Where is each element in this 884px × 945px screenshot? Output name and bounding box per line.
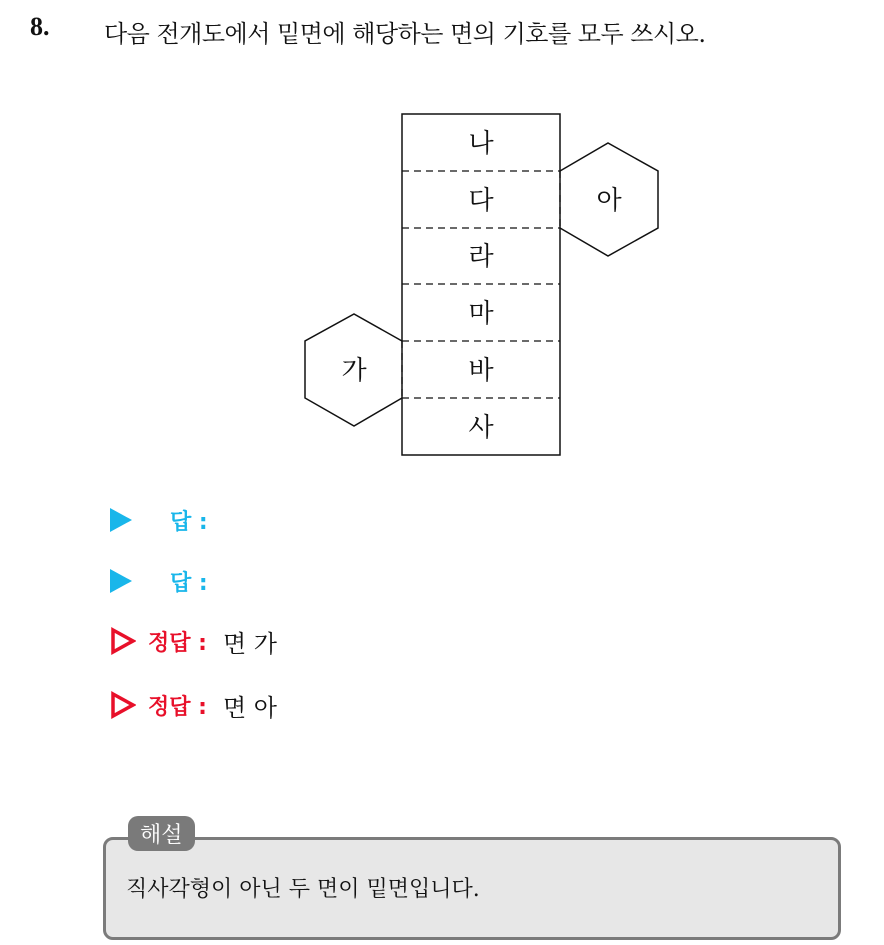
face-label: 라 bbox=[468, 242, 494, 272]
answer-row-1 bbox=[110, 503, 208, 537]
face-label: 마 bbox=[468, 299, 494, 329]
answer-row-2 bbox=[110, 564, 208, 598]
triangle-bullet-icon bbox=[110, 569, 132, 593]
face-label: 바 bbox=[468, 356, 494, 386]
hexagon-left-label: 가 bbox=[341, 356, 367, 386]
correct-answer-row-1 bbox=[110, 624, 277, 658]
face-label: 사 bbox=[468, 413, 494, 443]
answer-label: 답 : bbox=[170, 509, 208, 535]
triangle-outline-icon bbox=[110, 627, 136, 655]
explanation-text: 직사각형이 아닌 두 면이 밑면입니다. bbox=[126, 877, 480, 902]
face-label: 다 bbox=[468, 186, 494, 216]
question-number: 8. bbox=[30, 12, 50, 41]
triangle-outline-icon bbox=[110, 691, 136, 719]
correct-answer-value: 면 아 bbox=[222, 693, 277, 722]
triangle-bullet-icon bbox=[110, 508, 132, 532]
question-text: 다음 전개도에서 밑면에 해당하는 면의 기호를 모두 쓰시오. bbox=[104, 20, 706, 48]
correct-answer-value: 면 가 bbox=[222, 629, 277, 658]
hexagon-right-label: 아 bbox=[596, 186, 622, 216]
face-label: 나 bbox=[468, 129, 494, 159]
correct-answer-label: 정답 : bbox=[148, 694, 207, 720]
correct-answer-row-2 bbox=[110, 688, 277, 722]
correct-answer-label: 정답 : bbox=[148, 630, 207, 656]
answer-label: 답 : bbox=[170, 570, 208, 596]
explanation-tab: 해설 bbox=[128, 816, 195, 851]
